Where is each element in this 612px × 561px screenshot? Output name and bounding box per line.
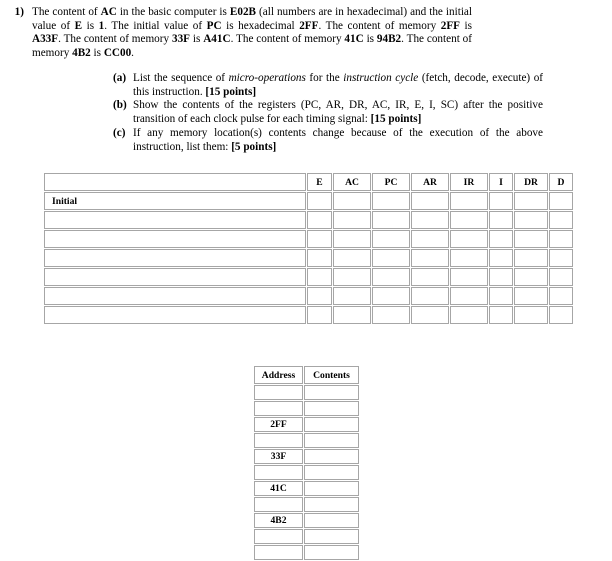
register-cell-e[interactable]	[307, 268, 332, 286]
question-text-run-5: E	[74, 19, 83, 32]
register-header-pc: PC	[372, 173, 410, 191]
sub-question-marker: (c)	[113, 126, 126, 139]
register-cell-ir[interactable]	[450, 230, 488, 248]
memory-table-row	[254, 385, 359, 400]
register-cell-i[interactable]	[489, 249, 513, 267]
question-text-run-18: is	[190, 33, 204, 46]
register-cell-ir[interactable]	[450, 287, 488, 305]
sub-0-run-0: List the sequence of	[133, 72, 229, 84]
question-text-run-11: 2FF	[299, 19, 319, 32]
register-cell-d[interactable]	[549, 211, 573, 229]
question-text-run-16: . The content of memory	[58, 33, 172, 46]
register-cell-d[interactable]	[549, 268, 573, 286]
memory-contents-cell[interactable]	[304, 417, 359, 432]
memory-table-row	[254, 465, 359, 480]
register-cell-ar[interactable]	[411, 268, 449, 286]
register-cell-ac[interactable]	[333, 230, 371, 248]
register-cell-dr[interactable]	[514, 306, 548, 324]
register-cell-ar[interactable]	[411, 287, 449, 305]
memory-address-cell[interactable]	[254, 465, 303, 480]
memory-header-row	[254, 366, 359, 384]
register-cell-i[interactable]	[489, 192, 513, 210]
register-row-label[interactable]	[44, 306, 306, 324]
register-cell-e[interactable]	[307, 249, 332, 267]
question-text-run-22: is	[363, 33, 377, 46]
register-cell-pc[interactable]	[372, 287, 410, 305]
memory-table-row	[254, 481, 359, 496]
sub-1-run-1: [15 points]	[370, 113, 422, 126]
sub-question-c	[113, 127, 543, 154]
question-text	[24, 0, 472, 60]
question-text-run-24: . The content of memory	[32, 33, 472, 59]
memory-address-cell[interactable]	[254, 401, 303, 416]
memory-contents-cell[interactable]	[304, 465, 359, 480]
register-table-row	[44, 268, 573, 286]
register-header-ir: IR	[450, 173, 488, 191]
memory-table-row	[254, 433, 359, 448]
question-text-run-14: is	[459, 19, 472, 32]
register-table	[43, 172, 574, 325]
sub-0-run-5: [15 points]	[205, 85, 257, 98]
memory-contents-cell[interactable]	[304, 545, 359, 560]
memory-address-cell[interactable]	[254, 433, 303, 448]
register-cell-ar[interactable]	[411, 306, 449, 324]
memory-address-cell[interactable]	[254, 529, 303, 544]
register-table-head	[44, 173, 573, 191]
register-cell-dr[interactable]	[514, 192, 548, 210]
sub-1-run-0: Show the contents of the registers (PC, AR, DR, AC, IR, E, I, SC) after the positive transition of each clock pulse for each timing signal:	[133, 99, 543, 126]
question-text-run-1: AC	[100, 6, 117, 18]
register-cell-ac[interactable]	[333, 249, 371, 267]
register-cell-i[interactable]	[489, 268, 513, 286]
register-cell-e[interactable]	[307, 230, 332, 248]
register-cell-ir[interactable]	[450, 192, 488, 210]
memory-address-cell[interactable]	[254, 497, 303, 512]
memory-table	[253, 365, 360, 561]
question-text-run-8: . The initial value of	[104, 19, 207, 32]
memory-contents-cell[interactable]	[304, 513, 359, 528]
question-text-run-3: E02B	[229, 6, 257, 18]
register-cell-pc[interactable]	[372, 268, 410, 286]
register-table-row	[44, 192, 573, 210]
question-text-run-12: . The content of memory	[318, 19, 441, 32]
register-row-label[interactable]	[44, 249, 306, 267]
register-header-i: I	[489, 173, 513, 191]
sub-0-run-2: for the	[305, 72, 344, 84]
sub-0-run-4: (fetch, decode, execute) of this instruction.	[133, 72, 544, 98]
memory-header-address: Address	[254, 366, 303, 384]
register-cell-dr[interactable]	[514, 249, 548, 267]
memory-contents-cell[interactable]	[304, 433, 359, 448]
question-text-run-21: 41C	[344, 33, 364, 46]
register-cell-dr[interactable]	[514, 211, 548, 229]
register-cell-dr[interactable]	[514, 268, 548, 286]
register-cell-pc[interactable]	[372, 192, 410, 210]
memory-table-row	[254, 449, 359, 464]
memory-address-2ff[interactable]: 2FF	[254, 417, 303, 432]
memory-table-row	[254, 529, 359, 544]
register-cell-d[interactable]	[549, 249, 573, 267]
register-cell-d[interactable]	[549, 230, 573, 248]
memory-table-head	[254, 366, 359, 384]
memory-contents-cell[interactable]	[304, 385, 359, 400]
question-text-run-4: (all numbers are in hexadecimal) and the initial value of	[32, 6, 472, 32]
register-row-label[interactable]	[44, 268, 306, 286]
register-cell-e[interactable]	[307, 211, 332, 229]
register-cell-ar[interactable]	[411, 249, 449, 267]
question-text-run-20: . The content of memory	[230, 33, 345, 46]
register-cell-ir[interactable]	[450, 211, 488, 229]
memory-address-4b2[interactable]: 4B2	[254, 513, 303, 528]
memory-address-41c[interactable]: 41C	[254, 481, 303, 496]
register-cell-i[interactable]	[489, 306, 513, 324]
sub-0-run-3: instruction cycle	[343, 72, 419, 84]
memory-table-row	[254, 401, 359, 416]
register-table-row	[44, 230, 573, 248]
register-cell-pc[interactable]	[372, 306, 410, 324]
register-cell-d[interactable]	[549, 287, 573, 305]
sub-0-run-1: micro-operations	[228, 72, 306, 84]
question-text-run-23: 94B2	[376, 33, 402, 46]
register-cell-pc[interactable]	[372, 230, 410, 248]
register-cell-ir[interactable]	[450, 249, 488, 267]
register-cell-e[interactable]	[307, 306, 332, 324]
register-row-label[interactable]	[44, 211, 306, 229]
question-text-run-9: PC	[206, 19, 222, 32]
sub-question-text	[133, 127, 543, 154]
question-text-run-7: 1	[98, 19, 105, 32]
sub-2-run-0: If any memory location(s) contents change because of the execution of the above instruction, list them:	[133, 126, 543, 153]
question-text-run-17: 33F	[171, 33, 190, 46]
register-cell-ir[interactable]	[450, 268, 488, 286]
register-cell-pc[interactable]	[372, 249, 410, 267]
question-text-run-19: A41C	[203, 33, 231, 46]
question-block	[0, 0, 612, 60]
register-cell-d[interactable]	[549, 192, 573, 210]
question-text-run-28: .	[131, 46, 134, 59]
sub-2-run-1: [5 points]	[231, 140, 277, 153]
register-cell-pc[interactable]	[372, 211, 410, 229]
memory-contents-cell[interactable]	[304, 401, 359, 416]
register-cell-dr[interactable]	[514, 287, 548, 305]
memory-table-row	[254, 497, 359, 512]
register-table-row	[44, 287, 573, 305]
sub-question-b	[113, 99, 543, 126]
register-cell-d[interactable]	[549, 306, 573, 324]
question-text-run-27: CC00	[103, 46, 132, 59]
register-row-label-initial[interactable]: Initial	[44, 192, 306, 210]
question-text-run-25: 4B2	[72, 46, 91, 59]
register-cell-ir[interactable]	[450, 306, 488, 324]
question-text-run-0: The content of	[32, 6, 101, 18]
register-cell-ac[interactable]	[333, 287, 371, 305]
register-table-row	[44, 211, 573, 229]
register-cell-ac[interactable]	[333, 192, 371, 210]
sub-question-text	[133, 72, 543, 99]
question-text-run-26: is	[90, 46, 104, 59]
register-header-e: E	[307, 173, 332, 191]
memory-address-cell[interactable]	[254, 385, 303, 400]
sub-question-marker: (a)	[113, 72, 127, 84]
register-cell-e[interactable]	[307, 287, 332, 305]
sub-question-list	[113, 72, 543, 154]
register-header-label	[44, 173, 306, 191]
register-header-ar: AR	[411, 173, 449, 191]
memory-table-row	[254, 513, 359, 528]
memory-table-container	[253, 365, 359, 561]
register-header-d: D	[549, 173, 573, 191]
memory-header-contents: Contents	[304, 366, 359, 384]
memory-contents-cell[interactable]	[304, 449, 359, 464]
register-header-ac: AC	[333, 173, 371, 191]
question-text-run-2: in the basic computer is	[116, 6, 230, 18]
register-cell-ar[interactable]	[411, 230, 449, 248]
memory-table-body	[254, 385, 359, 560]
memory-contents-cell[interactable]	[304, 529, 359, 544]
question-text-run-15: A33F	[32, 33, 59, 46]
sub-question-marker: (b)	[113, 99, 127, 112]
memory-table-row	[254, 545, 359, 560]
register-table-row	[44, 306, 573, 324]
memory-contents-cell[interactable]	[304, 497, 359, 512]
register-row-label[interactable]	[44, 230, 306, 248]
register-cell-ar[interactable]	[411, 192, 449, 210]
register-cell-dr[interactable]	[514, 230, 548, 248]
question-text-run-6: is	[82, 19, 99, 32]
register-cell-i[interactable]	[489, 211, 513, 229]
register-cell-ac[interactable]	[333, 306, 371, 324]
register-cell-i[interactable]	[489, 287, 513, 305]
register-cell-ar[interactable]	[411, 211, 449, 229]
register-row-label[interactable]	[44, 287, 306, 305]
question-number: 1)	[14, 6, 24, 18]
register-cell-i[interactable]	[489, 230, 513, 248]
register-header-row	[44, 173, 573, 191]
register-cell-ac[interactable]	[333, 268, 371, 286]
memory-address-33f[interactable]: 33F	[254, 449, 303, 464]
register-cell-e[interactable]	[307, 192, 332, 210]
memory-table-row	[254, 417, 359, 432]
sub-question-a	[113, 72, 543, 99]
sub-question-text	[133, 99, 543, 126]
register-table-body	[44, 192, 573, 324]
question-text-run-10: is hexadecimal	[221, 19, 300, 32]
memory-address-cell[interactable]	[254, 545, 303, 560]
register-table-row	[44, 249, 573, 267]
question-text-run-13: 2FF	[440, 19, 460, 32]
question-row	[0, 0, 612, 60]
memory-contents-cell[interactable]	[304, 481, 359, 496]
register-header-dr: DR	[514, 173, 548, 191]
register-cell-ac[interactable]	[333, 211, 371, 229]
register-table-container	[43, 172, 565, 325]
